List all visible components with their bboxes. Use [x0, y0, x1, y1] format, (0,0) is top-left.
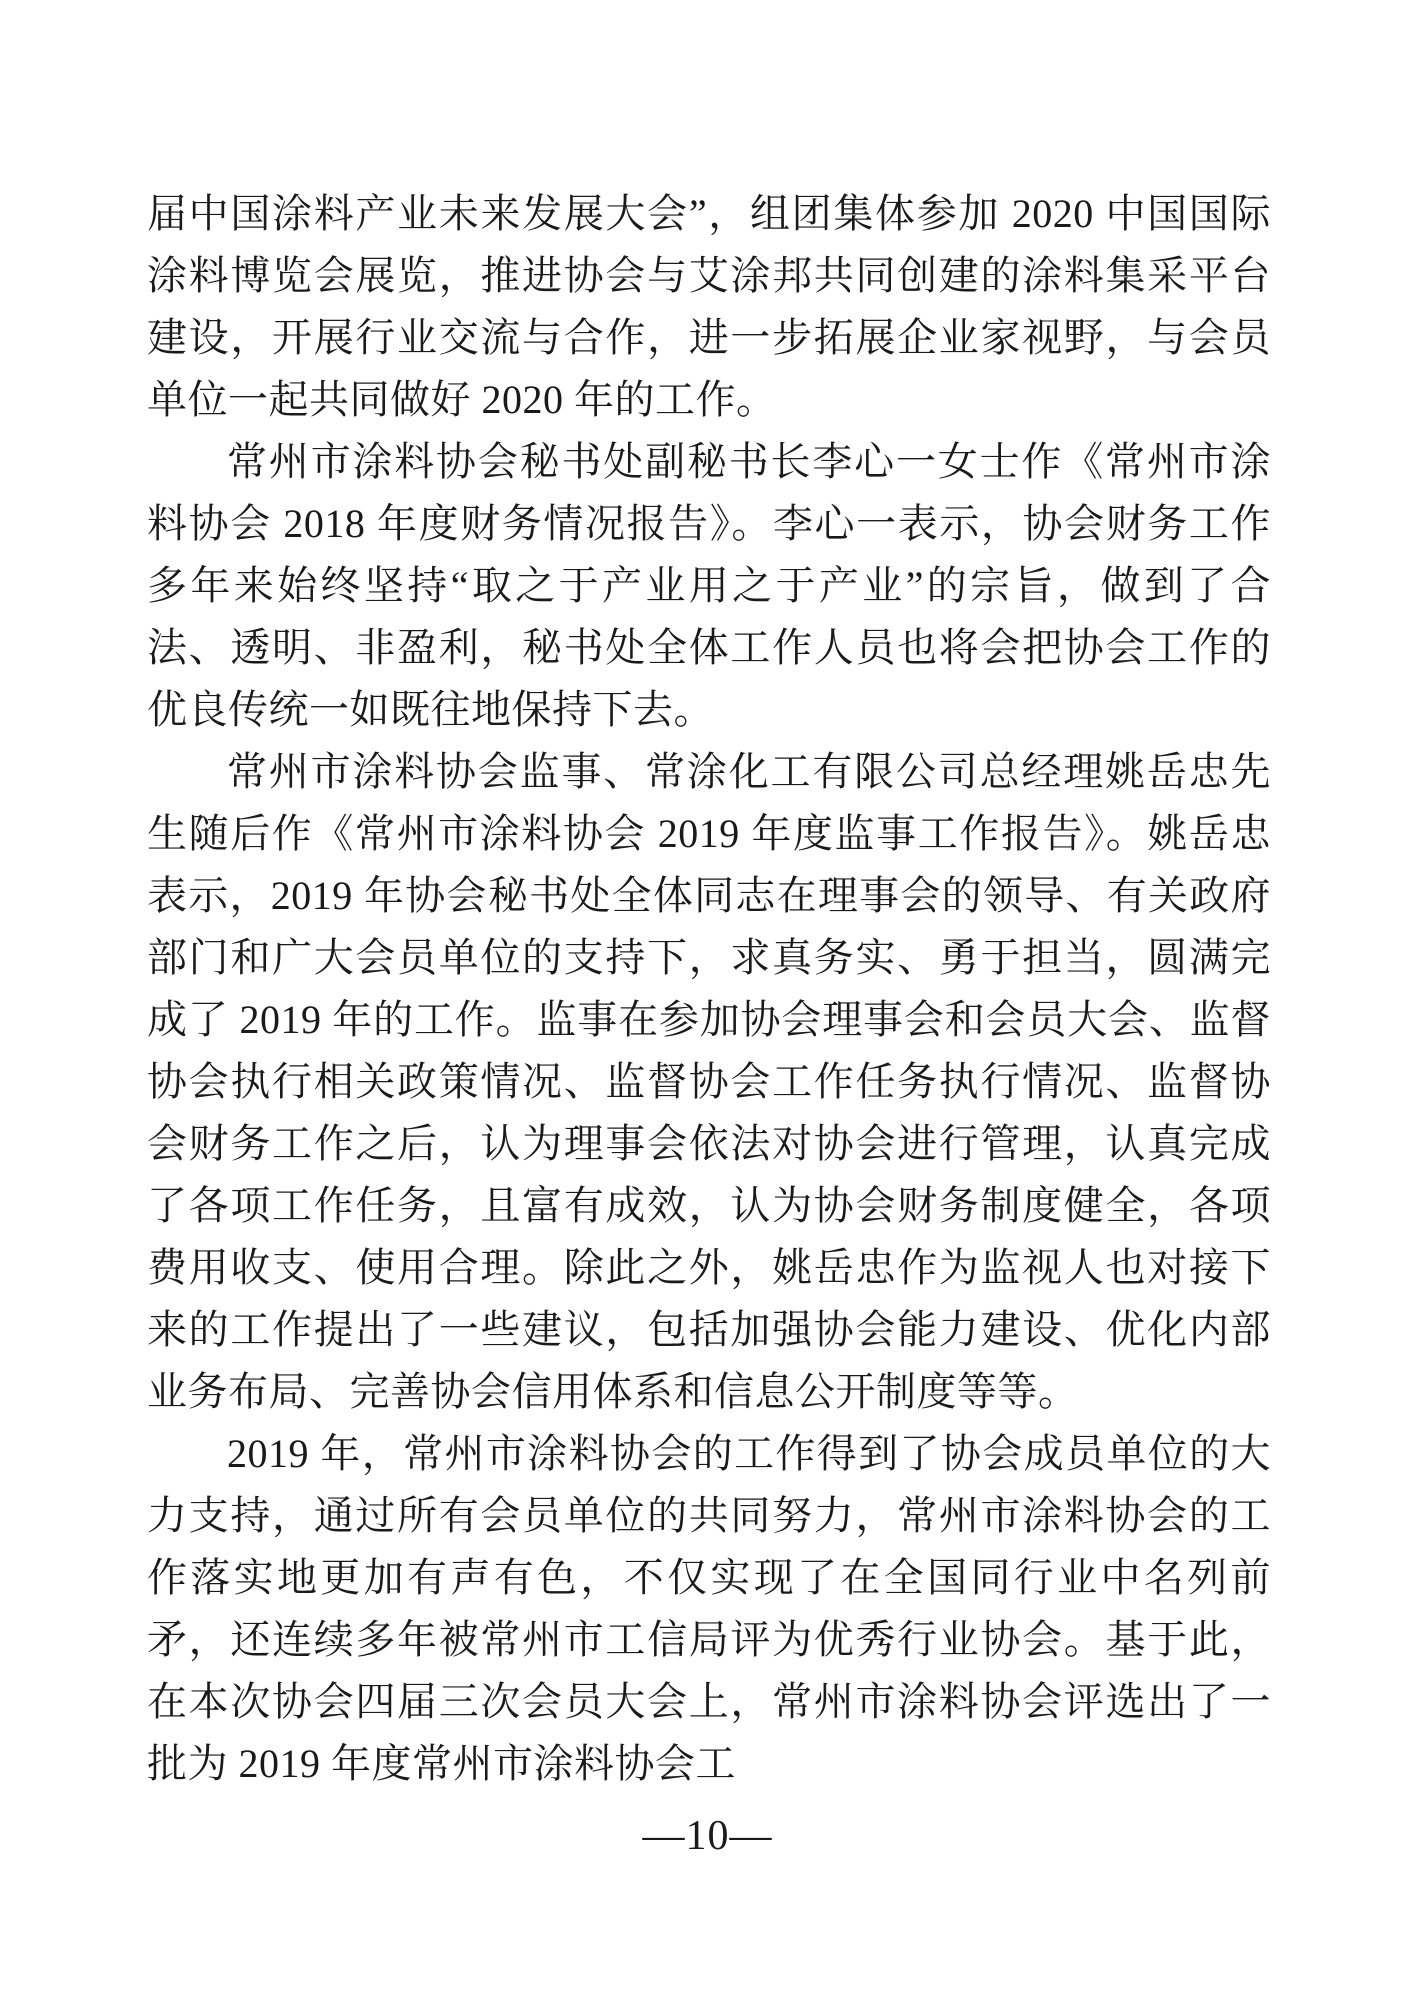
paragraph: 常州市涂料协会监事、常涂化工有限公司总经理姚岳忠先生随后作《常州市涂料协会 2019 年度监事工作报告》。姚岳忠表示，2019 年协会秘书处全体同志在理事会的领导、有关政府部门和广大会员单位的支持下，求真务实、勇于担当，圆满完成了 2019 年的工作。监事在参加协会理事会和会员大会、监督协会执行相关政策情况、监督协会工作任务执行情况、监督协会财务工作之后，认为理事会依法对协会进行管理，认真完成了各项工作任务，且富有成效，认为协会财务制度健全，各项费用收支、使用合理。除此之外，姚岳忠作为监视人也对接下来的工作提出了一些建议，包括加强协会能力建设、优化内部业务布局、完善协会信用体系和信息公开制度等等。	[147, 749, 1271, 1414]
document-body	[147, 183, 1271, 1795]
page-footer	[0, 1812, 1415, 1860]
page-number: —10—	[642, 1813, 773, 1859]
paragraph: 2019 年，常州市涂料协会的工作得到了协会成员单位的大力支持，通过所有会员单位的共同努力，常州市涂料协会的工作落实地更加有声有色，不仅实现了在全国同行业中名列前矛，还连续多年被常州市工信局评为优秀行业协会。基于此，在本次协会四届三次会员大会上，常州市涂料协会评选出了一批为 2019 年度常州市涂料协会工	[147, 1431, 1271, 1786]
paragraph: 届中国涂料产业未来发展大会”，组团集体参加 2020 中国国际涂料博览会展览，推进协会与艾涂邦共同创建的涂料集采平台建设，开展行业交流与合作，进一步拓展企业家视野，与会员单位一起共同做好 2020 年的工作。	[147, 191, 1271, 422]
paragraph: 常州市涂料协会秘书处副秘书长李心一女士作《常州市涂料协会 2018 年度财务情况报告》。李心一表示，协会财务工作多年来始终坚持“取之于产业用之于产业”的宗旨，做到了合法、透明、非盈利，秘书处全体工作人员也将会把协会工作的优良传统一如既往地保持下去。	[147, 439, 1271, 732]
